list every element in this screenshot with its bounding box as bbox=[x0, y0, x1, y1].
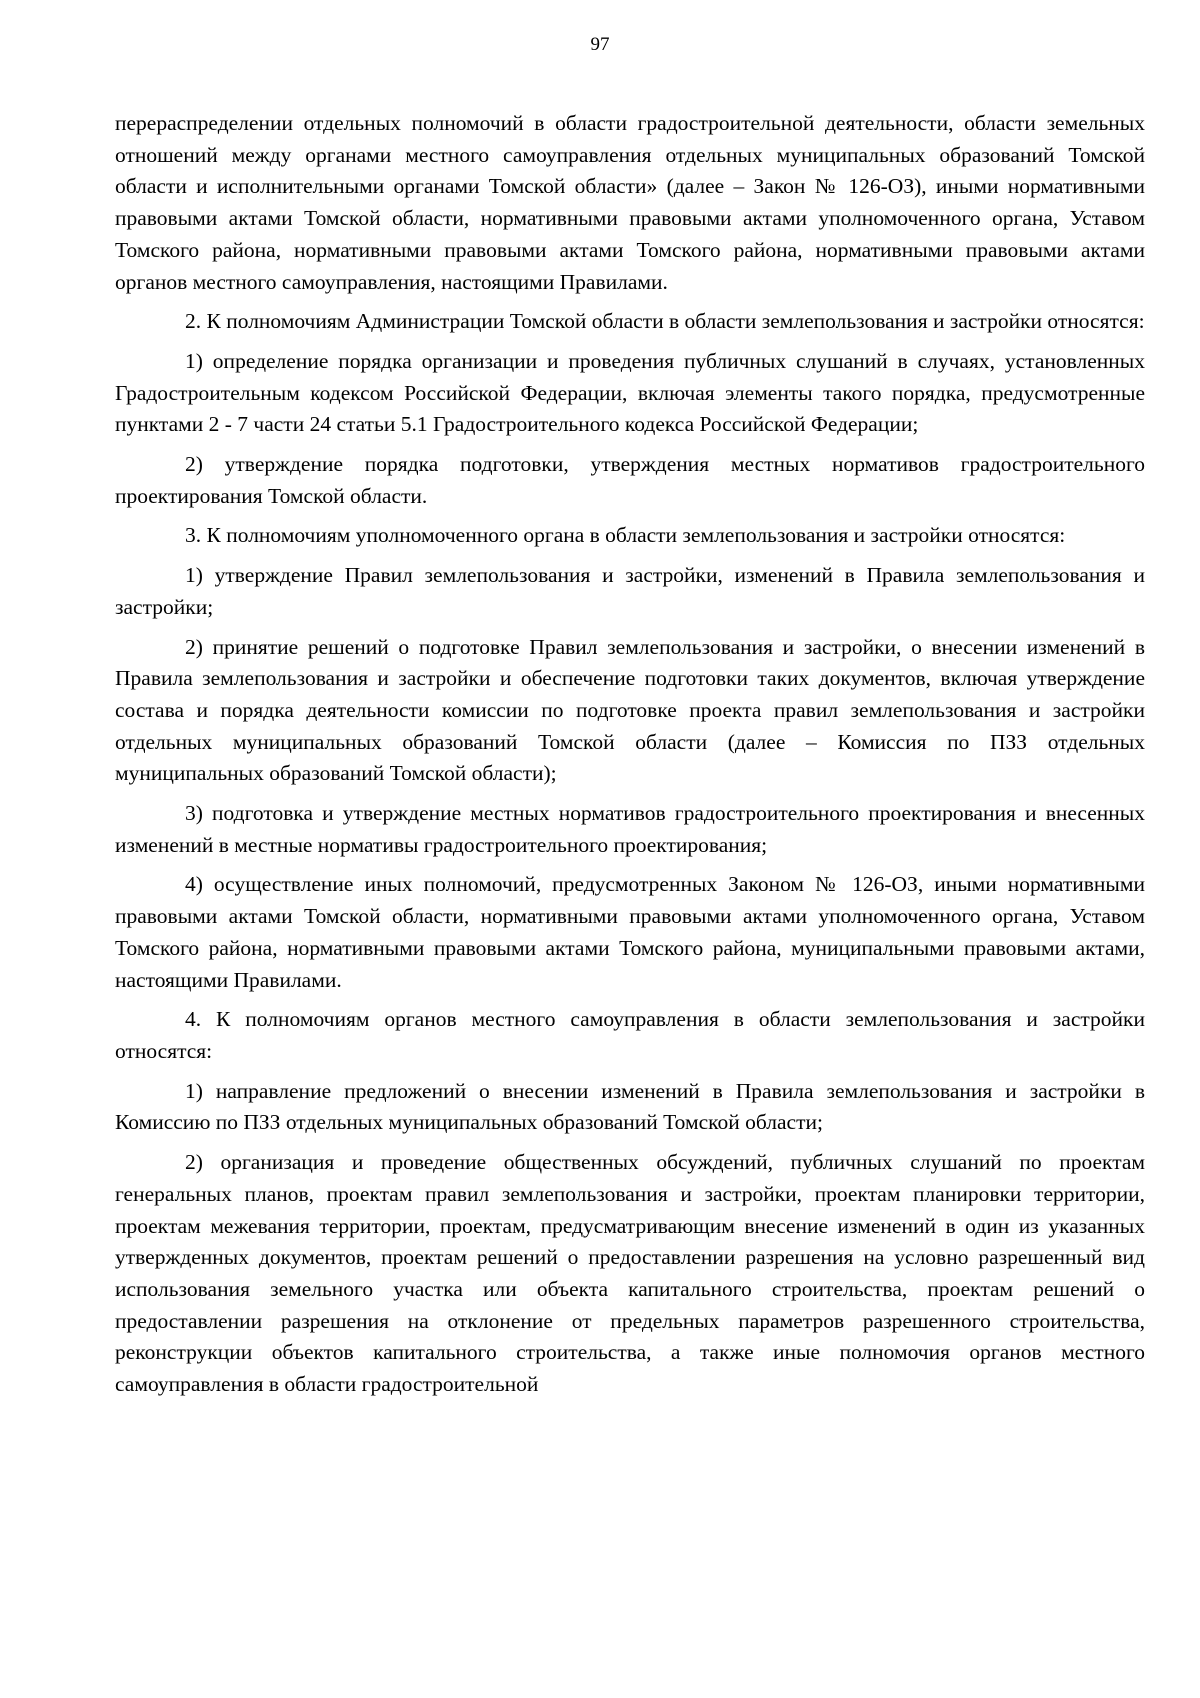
paragraph-section-2: 2. К полномочиям Администрации Томской области в области землепользования и застройки относятся: bbox=[185, 309, 1145, 334]
paragraph-section-3-item-3: 3) подготовка и утверждение местных нормативов градостроительного проектирования и внесенных изменений в местные нормативы градостроительного проектирования; bbox=[115, 801, 1145, 857]
paragraph-section-3-item-2: 2) принятие решений о подготовке Правил землепользования и застройки, о внесении изменений в Правила землепользования и застройки и обеспечение подготовки таких документов, включая утверждение состава и порядка деятельности комиссии по подготовке проекта правил землепользования и застройки отдельных муниципальных образований Томской области (далее – Комиссия по ПЗЗ отдельных муниципальных образований Томской области); bbox=[115, 634, 1145, 786]
paragraph-section-4: 4. К полномочиям органов местного самоуправления в области землепользования и застройки относятся: bbox=[115, 1007, 1145, 1063]
paragraph-section-2-item-1: 1) определение порядка организации и проведения публичных слушаний в случаях, установленных Градостроительным кодексом Российской Федерации, включая элементы такого порядка, предусмотренные пунктами 2 - 7 части 24 статьи 5.1 Градостроительного кодекса Российской Федерации; bbox=[115, 348, 1145, 437]
paragraph-continuation: перераспределении отдельных полномочий в области градостроительной деятельности, области земельных отношений между органами местного самоуправления отдельных муниципальных образований Томской области и исполнительными органами Томской области» (далее – Закон № 126-ОЗ), иными нормативными правовыми актами Томской области, нормативными правовыми актами уполномоченного органа, Уставом Томского района, нормативными правовыми актами Томского района, нормативными правовыми актами органов местного самоуправления, настоящими Правилами. bbox=[115, 111, 1145, 294]
paragraph-section-2-item-2: 2) утверждение порядка подготовки, утверждения местных нормативов градостроительного проектирования Томской области. bbox=[115, 452, 1145, 508]
paragraph-section-4-item-2: 2) организация и проведение общественных обсуждений, публичных слушаний по проектам генеральных планов, проектам правил землепользования и застройки, проектам планировки территории, проектам межевания территории, проектам, предусматривающим внесение изменений в один из указанных утвержденных документов, проектам решений о предоставлении разрешения на условно разрешенный вид использования земельного участка или объекта капитального строительства, проектам решений о предоставлении разрешения на отклонение от предельных параметров разрешенного строительства, реконструкции объектов капитального строительства, а также иные полномочия органов местного самоуправления в области градостроительной bbox=[115, 1150, 1145, 1397]
document-body bbox=[115, 108, 1145, 1401]
paragraph-section-4-item-1: 1) направление предложений о внесении изменений в Правила землепользования и застройки в Комиссию по ПЗЗ отдельных муниципальных образований Томской области; bbox=[115, 1078, 1145, 1135]
page-number: 97 bbox=[590, 34, 610, 55]
paragraph-section-3-item-4: 4) осуществление иных полномочий, предусмотренных Законом № 126-ОЗ, иными нормативными правовыми актами Томской области, нормативными правовыми актами уполномоченного органа, Уставом Томского района, нормативными правовыми актами Томского района, муниципальными правовыми актами, настоящими Правилами. bbox=[115, 872, 1145, 992]
paragraph-section-3: 3. К полномочиям уполномоченного органа в области землепользования и застройки относятся: bbox=[185, 523, 1066, 548]
paragraph-section-3-item-1: 1) утверждение Правил землепользования и застройки, изменений в Правила землепользования и застройки; bbox=[115, 563, 1145, 619]
